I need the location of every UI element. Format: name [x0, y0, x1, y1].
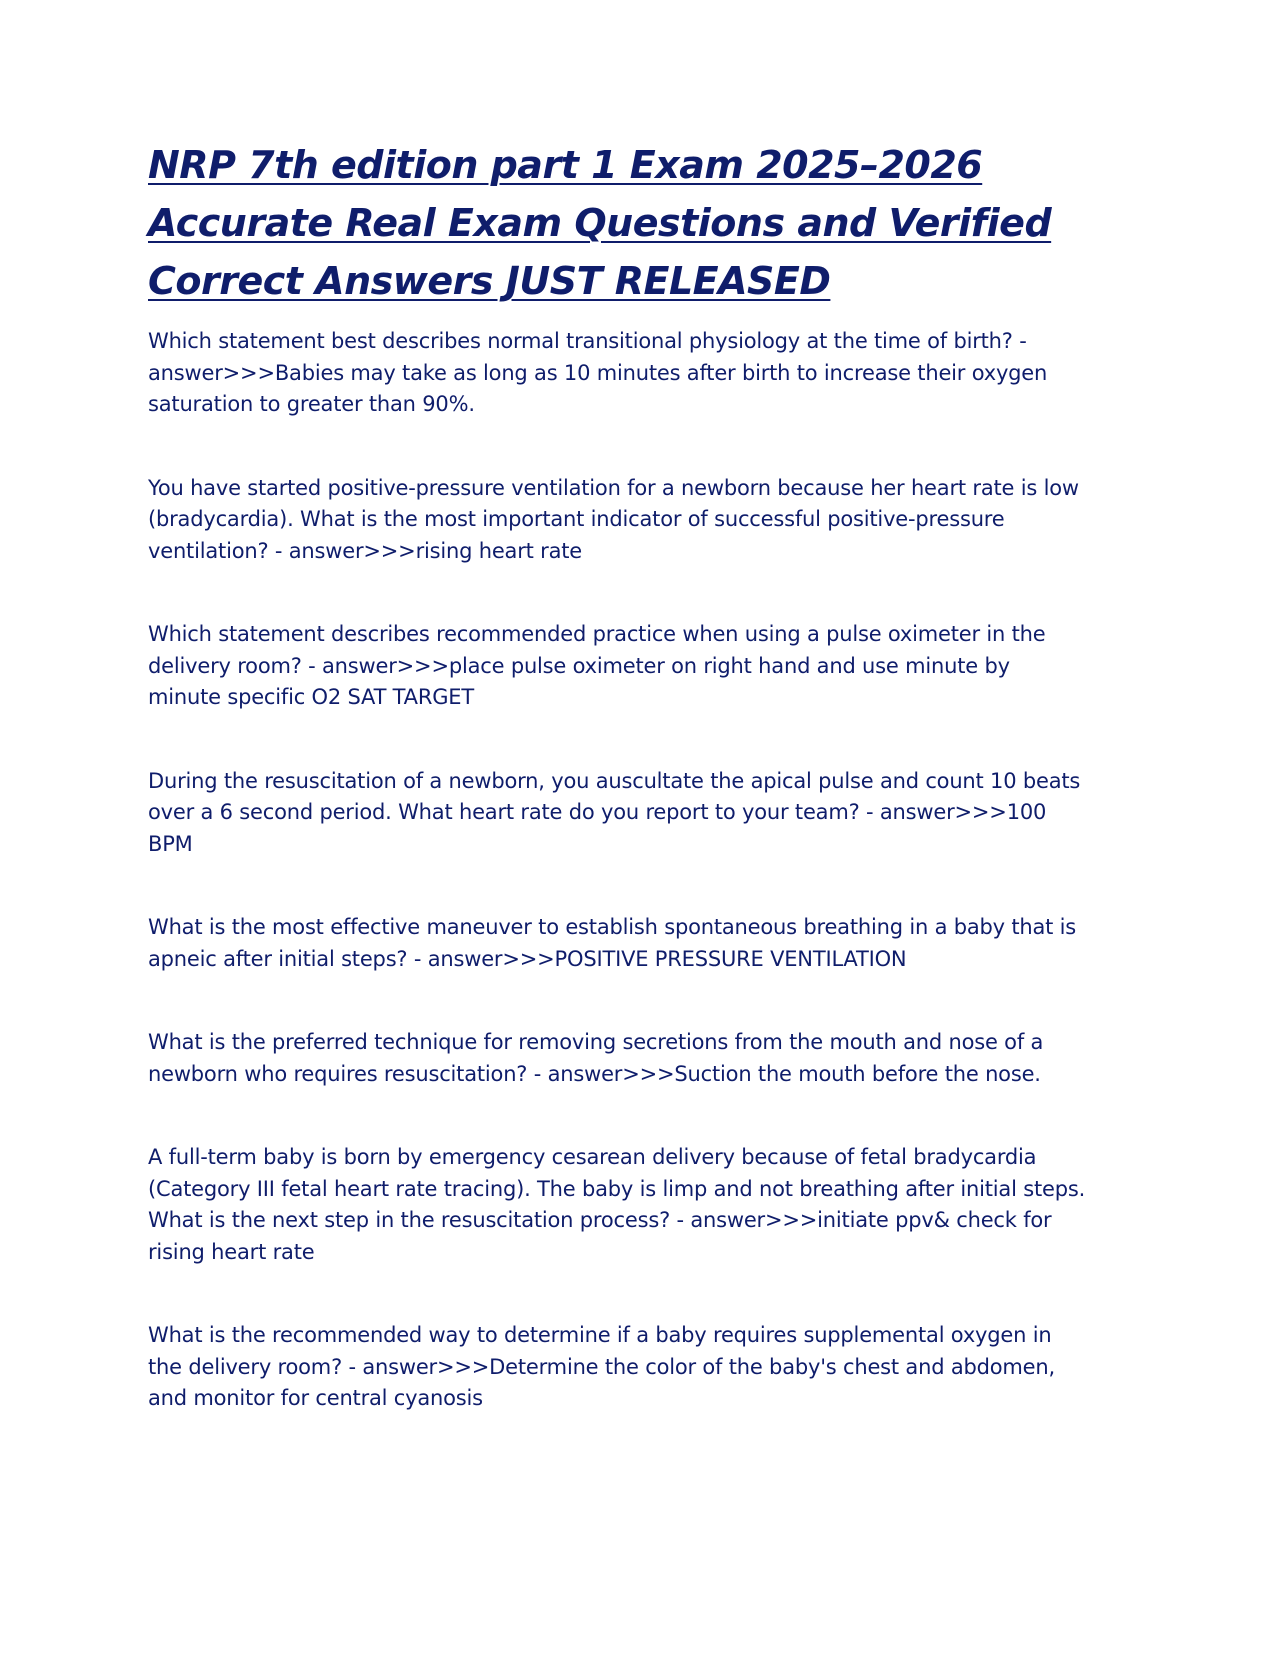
qa-item: What is the most effective maneuver to establish spontaneous breathing in a baby that is apneic after initial steps? - answer>>>POSITIVE PRESSURE VENTILATION — [148, 915, 1077, 971]
qa-item: Which statement best describes normal transitional physiology at the time of birth? - answer>>>Babies may take as long as 10 minutes after birth to increase their oxygen saturation to greater than 90%. — [148, 329, 1048, 416]
qa-item: What is the preferred technique for removing secretions from the mouth and nose of a newborn who requires resuscitation? - answer>>>Suction the mouth before the nose. — [148, 1030, 1044, 1086]
qa-list — [148, 326, 1088, 1415]
document-content — [148, 136, 1088, 1467]
qa-item: During the resuscitation of a newborn, you auscultate the apical pulse and count 10 beats over a 6 second period. What heart rate do you report to your team? - answer>>>100 BPM — [148, 768, 1081, 856]
qa-item: Which statement describes recommended practice when using a pulse oximeter in the delivery room? - answer>>>place pulse oximeter on right hand and use minute by minute specific O2 SAT TARGET — [148, 622, 1046, 709]
document-title: NRP 7th edition part 1 Exam 2025–2026 Accurate Real Exam Questions and Verified Correct Answers JUST RELEASED — [148, 143, 1052, 303]
qa-item: A full-term baby is born by emergency cesarean delivery because of fetal bradycardia (Category III fetal heart rate tracing). The baby is limp and not breathing after initial steps. What is the next step in the resuscitation process? - answer>>>initiate ppv& check for rising heart rate — [148, 1145, 1086, 1264]
qa-item: What is the recommended way to determine if a baby requires supplemental oxygen in the delivery room? - answer>>>Determine the color of the baby's chest and abdomen, and monitor for central cyanosis — [148, 1323, 1055, 1410]
qa-item: You have started positive-pressure ventilation for a newborn because her heart rate is low (bradycardia). What is the most important indicator of successful positive-pressure ventilation? - answer>>>rising heart rate — [148, 475, 1079, 563]
